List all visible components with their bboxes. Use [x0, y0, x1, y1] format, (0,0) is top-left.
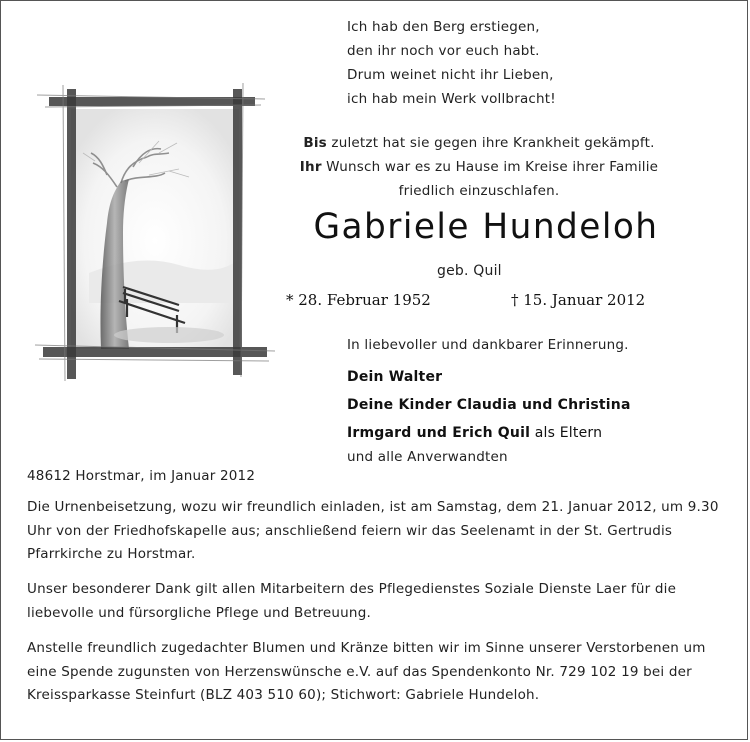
tree-bench-sketch	[29, 83, 279, 383]
poem-line: Ich hab den Berg erstiegen,	[347, 19, 540, 35]
poem-line: den ihr noch vor euch habt.	[347, 43, 540, 59]
memory-line: In liebevoller und dankbarer Erinnerung.	[347, 337, 629, 353]
donation-paragraph: Anstelle freundlich zugedachter Blumen und Kränze bitten wir im Sinne unserer Verstorbenen um eine Spende zugunsten von Herzenswünsche e.V. auf das Spendenkonto Nr. 729 102 19 bei der Kreissparkasse Steinfurt (BLZ 403 510 60); Stichwort: Gabriele Hundeloh.	[27, 640, 706, 703]
statement-bold: Bis	[303, 135, 327, 151]
statement-text: zuletzt hat sie gegen ihre Krankheit gekämpft.	[326, 135, 655, 151]
statement	[263, 131, 695, 203]
statement-bold: Ihr	[299, 159, 322, 175]
relatives-line: und alle Anverwandten	[347, 449, 508, 465]
statement-line	[263, 131, 695, 155]
statement-line: friedlich einzuschlafen.	[398, 183, 560, 199]
poem-line: ich hab mein Werk vollbracht!	[347, 91, 556, 107]
funeral-paragraph: Die Urnenbeisetzung, wozu wir freundlich einladen, ist am Samstag, dem 21. Januar 2012, um 9.30 Uhr von der Friedhofskapelle aus; anschließend feiern wir das Seelenamt in der St. Gertrudis Pfarrkirche zu Horstmar.	[27, 499, 719, 562]
signer-line	[347, 419, 631, 447]
thanks-paragraph: Unser besonderer Dank gilt allen Mitarbeitern des Pflegedienstes Soziale Dienste Laer für die liebevolle und fürsorgliche Pflege und Betreuung.	[27, 581, 677, 621]
signer-line: Dein Walter	[347, 369, 443, 385]
deceased-name: Gabriele Hundeloh	[313, 207, 659, 247]
signers	[347, 363, 631, 447]
frame-illustration	[29, 83, 279, 383]
signer-line: Deine Kinder Claudia und Christina	[347, 397, 631, 413]
place-date: 48612 Horstmar, im Januar 2012	[27, 468, 256, 484]
birth-date: * 28. Februar 1952	[286, 291, 431, 309]
poem	[347, 15, 556, 111]
maiden-name: geb. Quil	[437, 263, 502, 279]
poem-line: Drum weinet nicht ihr Lieben,	[347, 67, 554, 83]
death-date: † 15. Januar 2012	[511, 291, 646, 309]
signer-bold: Irmgard und Erich Quil	[347, 425, 531, 441]
statement-line	[263, 155, 695, 179]
signer-text: als Eltern	[530, 425, 603, 441]
statement-text: Wunsch war es zu Hause im Kreise ihrer Familie	[321, 159, 659, 175]
